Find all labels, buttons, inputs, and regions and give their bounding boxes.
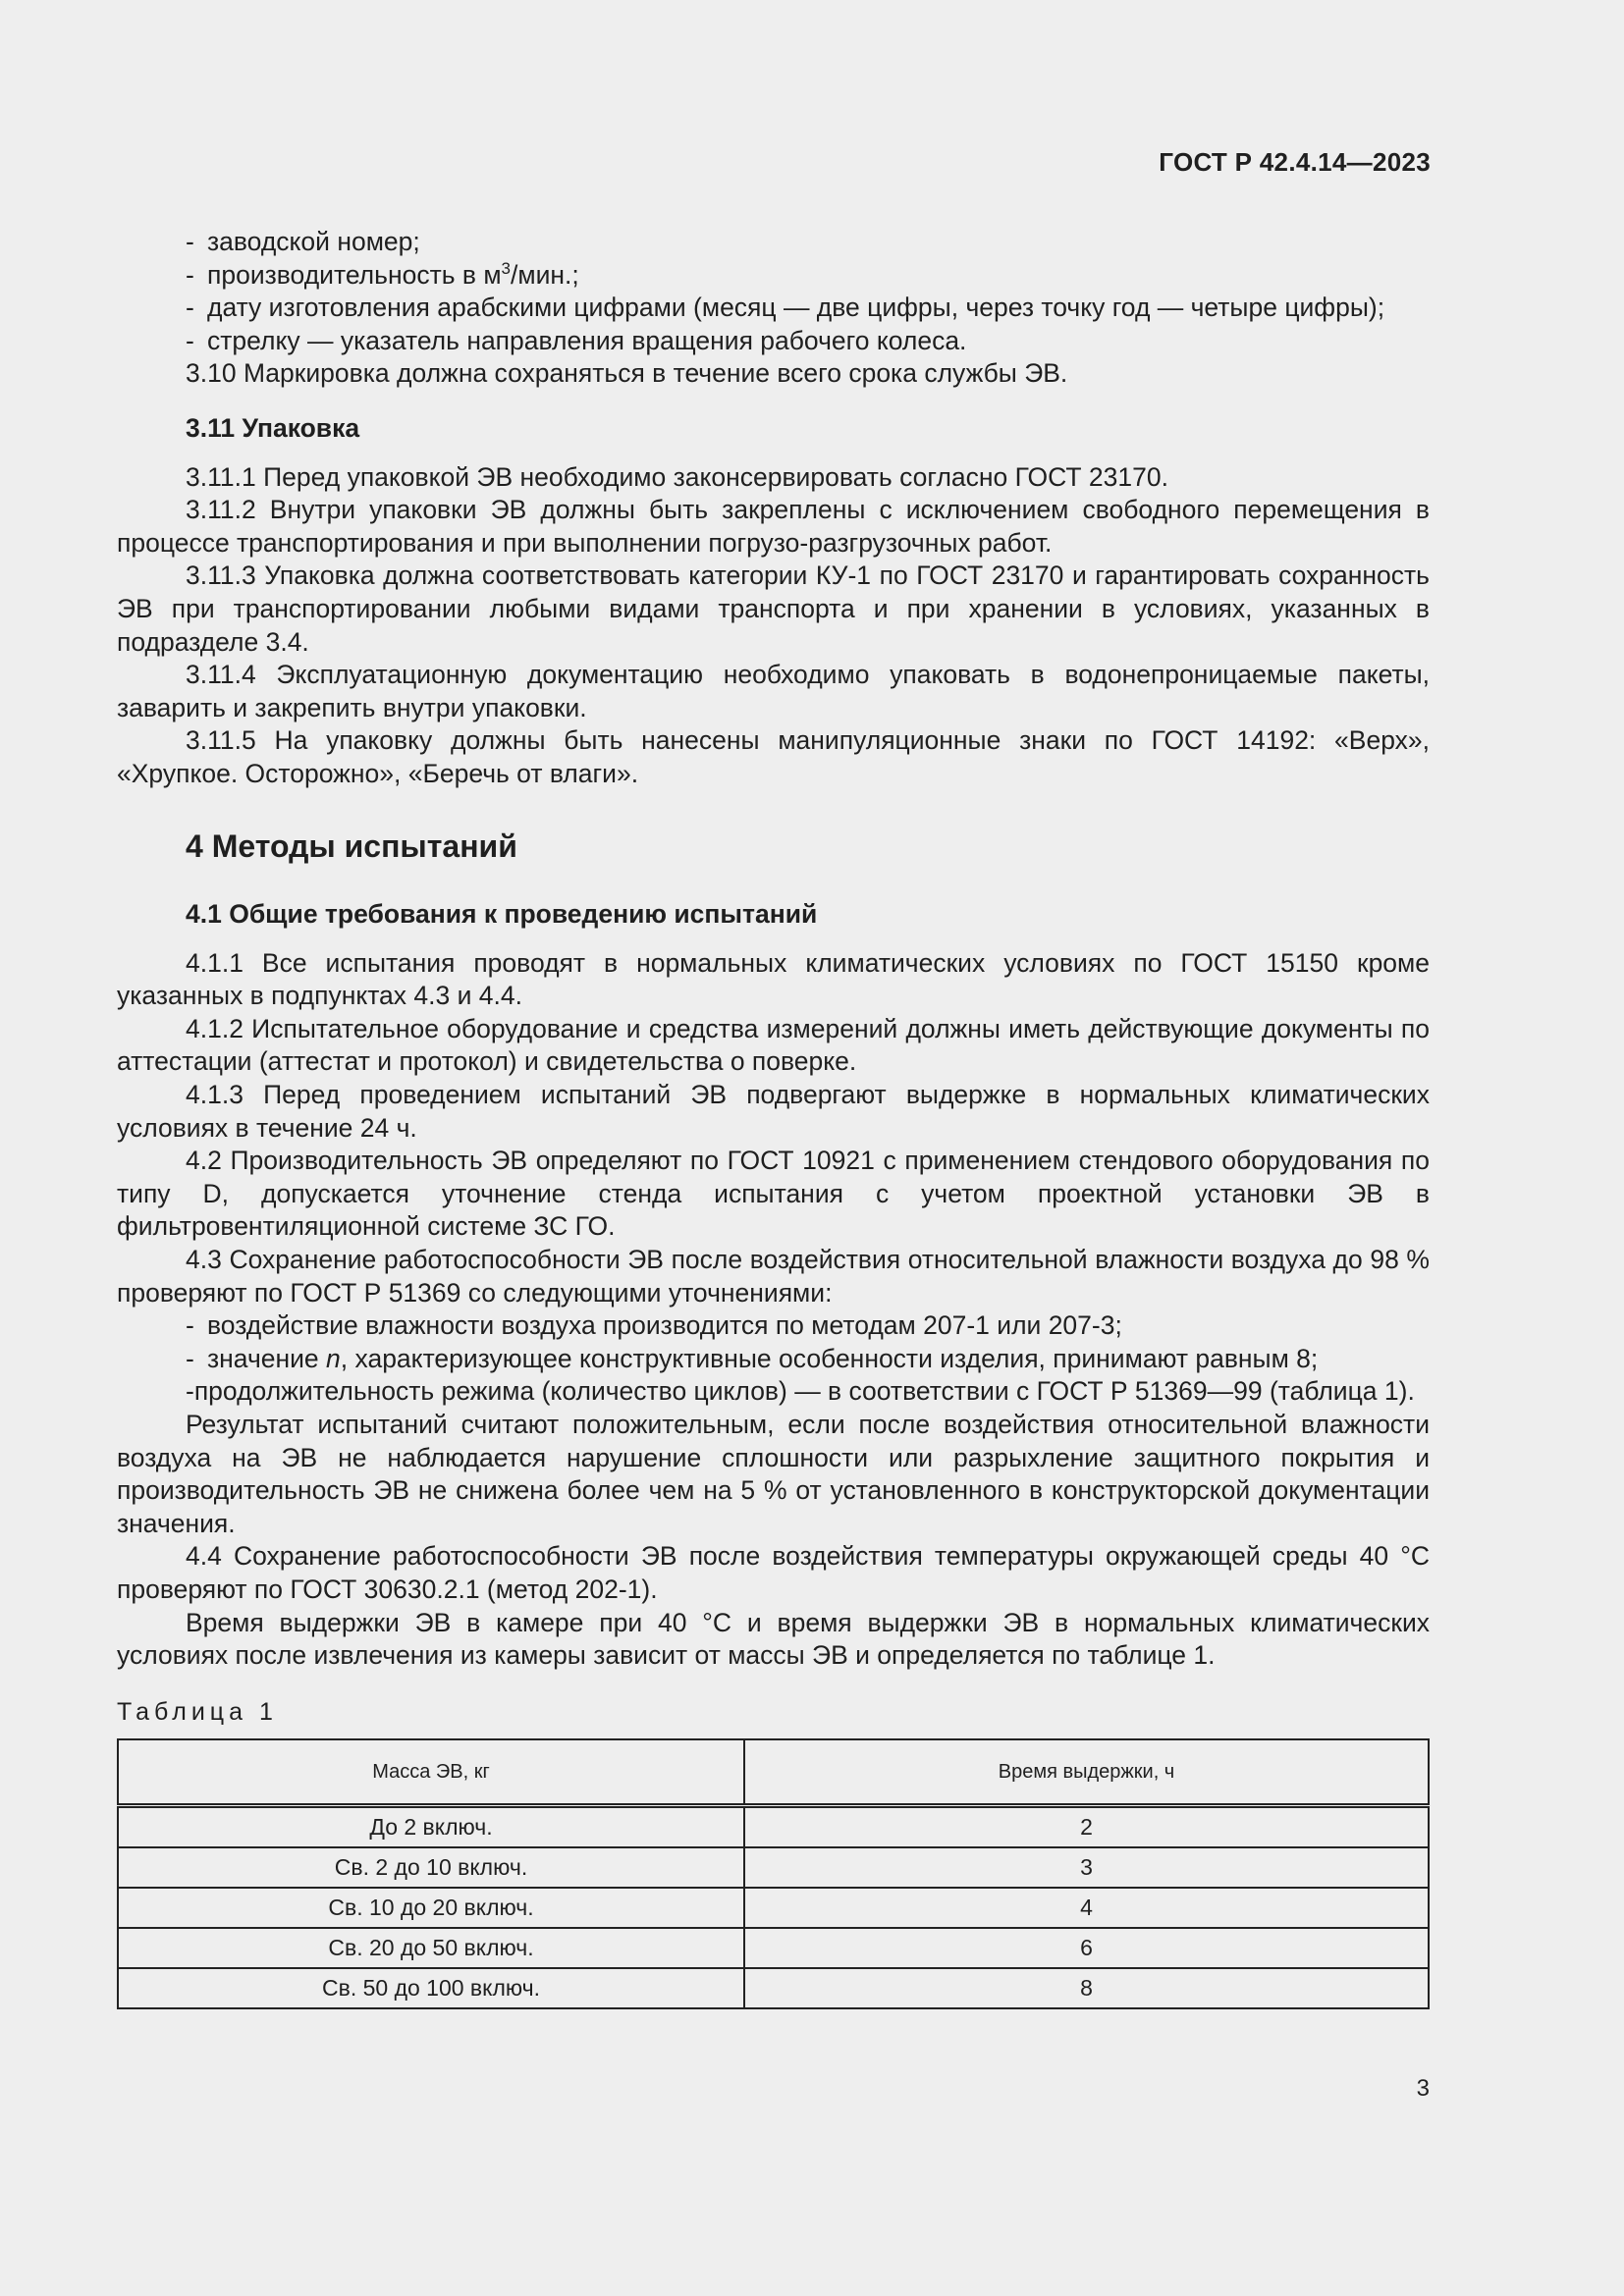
list-item: -продолжительность режима (количество циклов) — в соответствии с ГОСТ Р 51369—99 (таблица 1). bbox=[186, 1376, 1415, 1407]
column-header-mass: Масса ЭВ, кг bbox=[118, 1739, 744, 1806]
table-cell: Св. 50 до 100 включ. bbox=[118, 1968, 744, 2008]
paragraph-4-2: 4.2 Производительность ЭВ определяют по ГОСТ 10921 с применением стендового оборудования по типу D, допускается уточнение стенда испытания с учетом проектной установки ЭВ в фильтровентиляционной системе ЗС ГО. bbox=[117, 1146, 1430, 1242]
list-item: - производительность в $м^3$/мин.; bbox=[186, 258, 579, 290]
table-cell: 3 bbox=[744, 1847, 1429, 1888]
section-heading-4-1: 4.1 Общие требования к проведению испытаний bbox=[186, 899, 818, 930]
paragraph-4-4: 4.4 Сохранение работоспособности ЭВ после воздействия температуры окружающей среды 40 °С проверяют по ГОСТ 30630.2.1 (метод 202-1). bbox=[117, 1541, 1430, 1604]
list-item: - дату изготовления арабскими цифрами (месяц — две цифры, через точку год — четыре цифры); bbox=[186, 293, 1385, 323]
paragraph-4-1-1: 4.1.1 Все испытания проводят в нормальных климатических условиях по ГОСТ 15150 кроме указанных в подпунктах 4.3 и 4.4. bbox=[117, 947, 1430, 1011]
table-caption: Таблица 1 bbox=[117, 1697, 278, 1726]
table-row bbox=[118, 1888, 1429, 1928]
table-cell: 2 bbox=[744, 1806, 1429, 1848]
section-heading-4: 4 Методы испытаний bbox=[186, 828, 517, 864]
table-cell: 6 bbox=[744, 1928, 1429, 1968]
table-cell: До 2 включ. bbox=[118, 1806, 744, 1848]
list-item: - значение n, характеризующее конструктивные особенности изделия, принимают равным 8; bbox=[186, 1343, 1319, 1373]
paragraph-4-1-3: 4.1.3 Перед проведением испытаний ЭВ подвергают выдержке в нормальных климатических условиях в течение 24 ч. bbox=[117, 1080, 1430, 1143]
table-row bbox=[118, 1847, 1429, 1888]
data-table bbox=[117, 1738, 1430, 2009]
table-cell: 8 bbox=[744, 1968, 1429, 2008]
paragraph-3-10: 3.10 Маркировка должна сохраняться в течение всего срока службы ЭВ. bbox=[186, 358, 1068, 389]
table-row bbox=[118, 1806, 1429, 1848]
paragraph-3-11-2: 3.11.2 Внутри упаковки ЭВ должны быть закреплены с исключением свободного перемещения в процессе транспортирования и при выполнении погрузо-разгрузочных работ. bbox=[117, 495, 1430, 558]
page-number: 3 bbox=[1416, 2075, 1430, 2102]
paragraph-result: Результат испытаний считают положительным, если после воздействия относительной влажности воздуха на ЭВ не наблюдается нарушение сплошности или разрыхление защитного покрытия и производительность ЭВ не снижена более чем на 5 % от установленного в конструкторской документации значения. bbox=[117, 1410, 1430, 1538]
paragraph-4-3: 4.3 Сохранение работоспособности ЭВ после воздействия относительной влажности воздуха до 98 % проверяют по ГОСТ Р 51369 со следующими уточнениями: bbox=[117, 1245, 1430, 1308]
table-row bbox=[118, 1968, 1429, 2008]
table-cell: Св. 10 до 20 включ. bbox=[118, 1888, 744, 1928]
table-cell: Св. 20 до 50 включ. bbox=[118, 1928, 744, 1968]
list-item: - воздействие влажности воздуха производится по методам 207-1 или 207-3; bbox=[186, 1310, 1122, 1341]
paragraph-3-11-3: 3.11.3 Упаковка должна соответствовать категории КУ-1 по ГОСТ 23170 и гарантировать сохранность ЭВ при транспортировании любыми видами транспорта и при хранении в условиях, указанных в подразделе 3.4. bbox=[117, 561, 1430, 657]
paragraph-3-11-4: 3.11.4 Эксплуатационную документацию необходимо упаковать в водонепроницаемые пакеты, заварить и закрепить внутри упаковки. bbox=[117, 660, 1430, 722]
paragraph-3-11-5: 3.11.5 На упаковку должны быть нанесены манипуляционные знаки по ГОСТ 14192: «Верх», «Хрупкое. Осторожно», «Беречь от влаги». bbox=[117, 725, 1430, 788]
section-heading-3-11: 3.11 Упаковка bbox=[186, 412, 360, 443]
table-cell: Св. 2 до 10 включ. bbox=[118, 1847, 744, 1888]
paragraph-3-11-1: 3.11.1 Перед упаковкой ЭВ необходимо законсервировать согласно ГОСТ 23170. bbox=[186, 461, 1168, 492]
list-item: - заводской номер; bbox=[186, 227, 420, 256]
paragraph-4-4-time: Время выдержки ЭВ в камере при 40 °С и время выдержки ЭВ в нормальных климатических условиях после извлечения из камеры зависит от массы ЭВ и определяется по таблице 1. bbox=[117, 1607, 1430, 1671]
table-cell: 4 bbox=[744, 1888, 1429, 1928]
paragraph-4-1-2: 4.1.2 Испытательное оборудование и средства измерений должны иметь действующие документы по аттестации (аттестат и протокол) и свидетельства о поверке. bbox=[117, 1013, 1430, 1077]
column-header-time: Время выдержки, ч bbox=[744, 1739, 1429, 1806]
list-item: - стрелку — указатель направления вращения рабочего колеса. bbox=[186, 325, 967, 355]
table-row bbox=[118, 1928, 1429, 1968]
table-header-row bbox=[118, 1739, 1429, 1806]
document-code: ГОСТ Р 42.4.14—2023 bbox=[1159, 147, 1431, 177]
page-content bbox=[117, 226, 1430, 2009]
